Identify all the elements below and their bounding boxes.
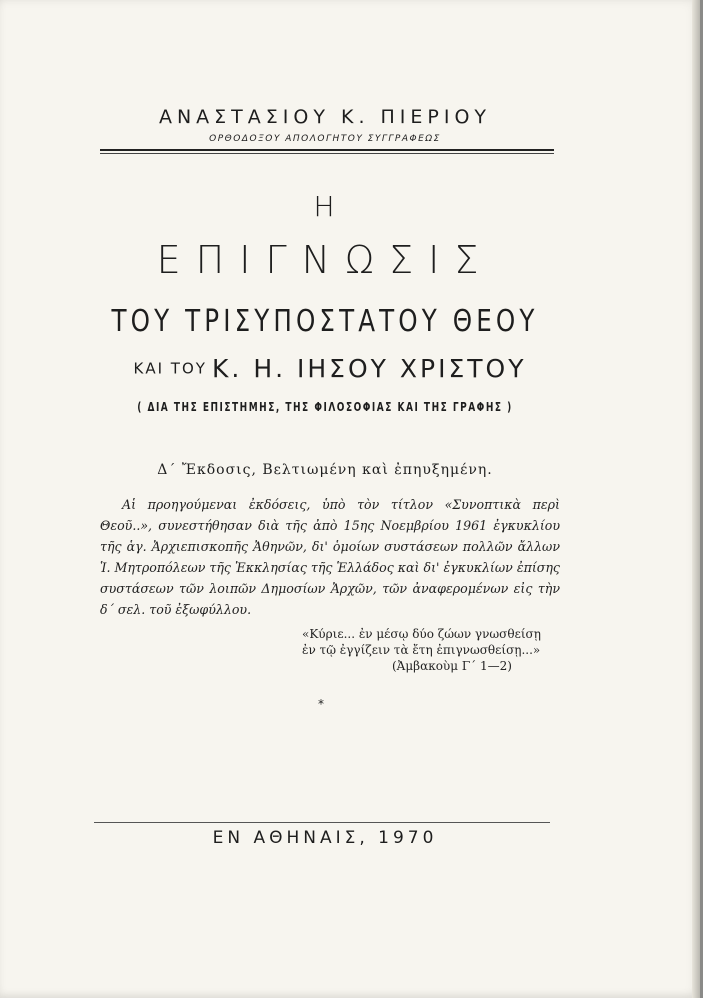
title-subtitle: ( ΔΙΑ ΤΗΣ ΕΠΙΣΤΗΜΗΣ, ΤΗΣ ΦΙΛΟΣΟΦΙΑΣ ΚΑΙ ΤΗΣ ΓΡΑΦΗΣ ) — [137, 400, 513, 414]
imprint: ΕΝ ΑΘΗΝΑΙΣ, 1970 — [212, 828, 438, 848]
author-name: ΑΝΑΣΤΑΣΙΟΥ Κ. ΠΙΕΡΙΟΥ — [158, 106, 492, 128]
edition-line: Δ΄ Ἔκδοσις, Βελτιωμένη καὶ ἐπηυξημένη. — [157, 462, 493, 478]
edition-note: Αἱ προηγούμεναι ἐκδόσεις, ὑπὸ τὸν τίτλον «Συνοπτικὰ περὶ Θεοῦ..», συνεστήθησαν διὰ τῆς ἀπὸ 15ης Νοεμβρίου 1961 ἐγκυκλίου τῆς ἁγ. Ἀρχιεπισκοπῆς Ἀθηνῶν, δι' ὁμοίων συστάσεων πολλῶν ἄλλων Ἱ. Μητροπόλεων τῆς Ἐκκλησίας τῆς Ἑλλάδος καὶ δι' ἐγκυκλίων ἐπίσης συστάσεων τῶν λοιπῶν Δημοσίων Ἀρχῶν, τῶν ἀναφερομένων εἰς τὴν δ΄ σελ. τοῦ ἐξωφύλλου. — [100, 497, 560, 617]
bottom-rule — [94, 822, 550, 823]
title-christ: Κ. Η. ΙΗΣΟΥ ΧΡΙΣΤΟΥ — [212, 354, 527, 383]
top-rule — [100, 149, 554, 151]
title-article: Η — [313, 190, 337, 223]
star-ornament: * — [318, 697, 324, 711]
page-edge — [692, 0, 700, 998]
title-kai-tou: ΚΑΙ ΤΟΥ — [133, 359, 207, 378]
title-line-christ — [0, 354, 660, 383]
title-line-trinity: ΤΟΥ ΤΡΙΣΥΠΟΣΤΑΤΟΥ ΘΕΟΥ — [111, 304, 539, 339]
epigraph-line-2: ἐν τῷ ἐγγίζειν τὰ ἔτη ἐπιγνωσθείσῃ...» — [302, 643, 541, 657]
top-rule-thin — [100, 153, 554, 154]
title-main: ΕΠΙΓΝΩΣΙΣ — [156, 238, 494, 282]
epigraph-line-1: «Κύριε... ἐν μέσῳ δύο ζώων γνωσθείσῃ — [302, 627, 541, 641]
epigraph — [302, 626, 572, 674]
epigraph-source: (Ἀμβακοὺμ Γ΄ 1—2) — [392, 659, 512, 673]
author-subtitle: ΟΡΘΟΔΟΞΟΥ ΑΠΟΛΟΓΗΤΟΥ ΣΥΓΓΡΑΦΕΩΣ — [209, 134, 441, 144]
